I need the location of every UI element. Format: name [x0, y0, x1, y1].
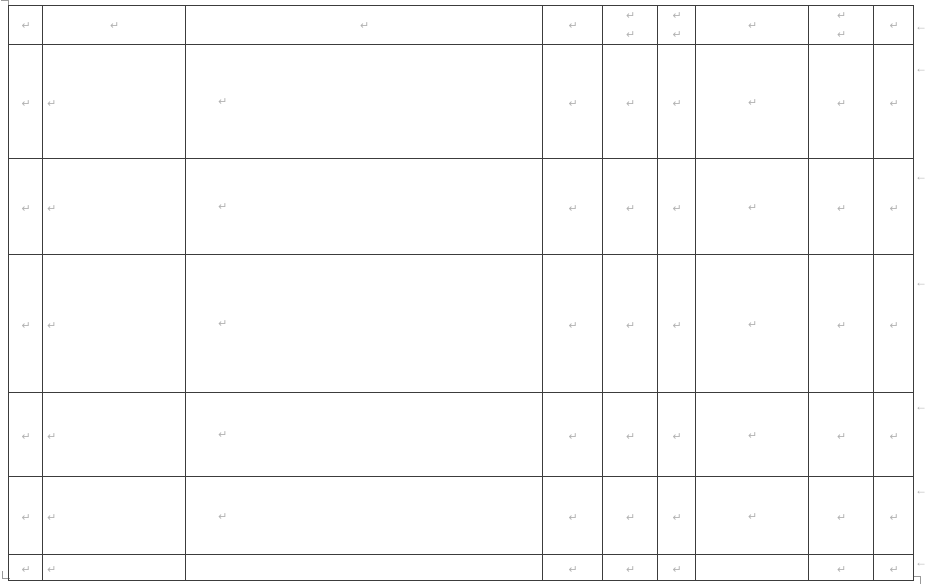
table-row	[9, 255, 914, 393]
paragraph-return-mark: ↵	[568, 319, 578, 332]
cell-duration[interactable]	[603, 45, 658, 159]
header-cell-note[interactable]	[874, 6, 914, 45]
cell-no[interactable]	[9, 477, 43, 555]
cell-fee[interactable]	[809, 477, 874, 555]
cell-duration[interactable]	[603, 477, 658, 555]
header-cell-major[interactable]	[43, 6, 186, 45]
paragraph-return-mark: ↵	[218, 318, 228, 330]
cell-note[interactable]	[874, 477, 914, 555]
cell-note[interactable]	[874, 555, 914, 581]
paragraph-return-mark: ↵	[889, 563, 899, 576]
paragraph-return-mark: ↵	[625, 319, 636, 332]
cell-form[interactable]	[658, 393, 696, 477]
table-row	[9, 393, 914, 477]
paragraph-return-mark: ↵	[889, 202, 899, 215]
paragraph-return-mark: ↵	[747, 318, 758, 331]
paragraph-return-mark: ↵	[568, 19, 578, 32]
paragraph-return-mark: ↵	[672, 319, 682, 332]
paragraph-return-mark: ↵	[836, 430, 847, 443]
cell-major[interactable]	[43, 393, 186, 477]
paragraph-return-mark: ↵	[747, 429, 758, 442]
cell-note[interactable]	[874, 159, 914, 255]
cell-intro[interactable]	[186, 555, 543, 581]
cell-intro[interactable]	[186, 159, 543, 255]
cell-no[interactable]	[9, 45, 43, 159]
paragraph-return-mark: ↵	[889, 97, 899, 110]
paragraph-return-mark: ↵	[625, 563, 636, 576]
cell-level[interactable]	[543, 477, 603, 555]
cell-unit[interactable]	[696, 45, 809, 159]
row-end-arrow-mark: ←	[915, 19, 927, 33]
cell-major[interactable]	[43, 477, 186, 555]
header-cell-unit[interactable]	[696, 6, 809, 45]
cell-level[interactable]	[543, 255, 603, 393]
paragraph-return-mark: ↵	[672, 10, 682, 22]
paragraph-return-mark: ↵	[47, 319, 57, 332]
paragraph-return-mark: ↵	[747, 96, 758, 109]
paragraph-return-mark: ↵	[109, 19, 120, 32]
paragraph-return-mark: ↵	[747, 201, 758, 214]
cell-no[interactable]	[9, 255, 43, 393]
text-boundary-corner-bottom-right	[913, 576, 921, 584]
paragraph-return-mark: ↵	[21, 430, 31, 443]
cell-duration[interactable]	[603, 159, 658, 255]
paragraph-return-mark: ↵	[47, 202, 57, 215]
cell-major[interactable]	[43, 159, 186, 255]
paragraph-return-mark: ↵	[889, 319, 899, 332]
row-end-arrow-mark: ←	[915, 399, 927, 413]
cell-no[interactable]	[9, 159, 43, 255]
header-cell-level[interactable]	[543, 6, 603, 45]
paragraph-return-mark: ↵	[218, 96, 228, 108]
table-row	[9, 45, 914, 159]
table-row	[9, 159, 914, 255]
cell-fee[interactable]	[809, 393, 874, 477]
paragraph-return-mark: ↵	[836, 319, 847, 332]
table-header-row	[9, 6, 914, 45]
paragraph-return-mark: ↵	[889, 511, 899, 524]
cell-form[interactable]	[658, 255, 696, 393]
paragraph-return-mark: ↵	[47, 511, 57, 524]
cell-major[interactable]	[43, 555, 186, 581]
cell-major[interactable]	[43, 45, 186, 159]
paragraph-return-mark: ↵	[625, 97, 636, 110]
cell-fee[interactable]	[809, 255, 874, 393]
cell-level[interactable]	[543, 393, 603, 477]
cell-unit[interactable]	[696, 393, 809, 477]
paragraph-return-mark: ↵	[359, 19, 370, 32]
paragraph-return-mark: ↵	[625, 29, 636, 41]
paragraph-return-mark: ↵	[836, 563, 847, 576]
cell-form[interactable]	[658, 45, 696, 159]
cell-form[interactable]	[658, 159, 696, 255]
paragraph-return-mark: ↵	[836, 29, 847, 41]
paragraph-return-mark: ↵	[568, 511, 578, 524]
row-end-arrow-mark: ←	[915, 61, 927, 75]
header-cell-form[interactable]	[658, 6, 696, 45]
paragraph-return-mark: ↵	[889, 430, 899, 443]
cell-note[interactable]	[874, 45, 914, 159]
enrollment-majors-table[interactable]	[8, 5, 914, 581]
cell-fee[interactable]	[809, 159, 874, 255]
cell-no[interactable]	[9, 393, 43, 477]
header-cell-intro[interactable]	[186, 6, 543, 45]
cell-intro[interactable]	[186, 45, 543, 159]
row-end-arrow-mark: ←	[915, 169, 927, 183]
paragraph-return-mark: ↵	[672, 97, 682, 110]
paragraph-return-mark: ↵	[747, 19, 758, 32]
header-cell-duration[interactable]	[603, 6, 658, 45]
cell-level[interactable]	[543, 159, 603, 255]
paragraph-return-mark: ↵	[568, 563, 578, 576]
row-end-arrow-mark: ←	[915, 555, 927, 569]
paragraph-return-mark: ↵	[672, 563, 682, 576]
paragraph-return-mark: ↵	[21, 19, 31, 32]
paragraph-return-mark: ↵	[625, 202, 636, 215]
paragraph-return-mark: ↵	[625, 430, 636, 443]
table-body	[9, 45, 914, 581]
paragraph-return-mark: ↵	[889, 19, 899, 32]
cell-unit[interactable]	[696, 255, 809, 393]
paragraph-return-mark: ↵	[836, 202, 847, 215]
paragraph-return-mark: ↵	[47, 430, 57, 443]
paragraph-return-mark: ↵	[21, 319, 31, 332]
paragraph-return-mark: ↵	[836, 10, 847, 22]
cell-fee[interactable]	[809, 45, 874, 159]
header-cell-no[interactable]	[9, 6, 43, 45]
paragraph-return-mark: ↵	[218, 201, 228, 213]
cell-level[interactable]	[543, 45, 603, 159]
cell-note[interactable]	[874, 255, 914, 393]
row-end-arrow-mark: ←	[915, 483, 927, 497]
paragraph-return-mark: ↵	[672, 430, 682, 443]
cell-unit[interactable]	[696, 159, 809, 255]
paragraph-return-mark: ↵	[218, 429, 228, 441]
cell-duration[interactable]	[603, 555, 658, 581]
paragraph-return-mark: ↵	[568, 430, 578, 443]
cell-intro[interactable]	[186, 393, 543, 477]
cell-note[interactable]	[874, 393, 914, 477]
table-row	[9, 555, 914, 581]
paragraph-return-mark: ↵	[21, 511, 31, 524]
cell-level[interactable]	[543, 555, 603, 581]
table-row	[9, 477, 914, 555]
cell-duration[interactable]	[603, 393, 658, 477]
row-end-arrow-mark: ←	[915, 275, 927, 289]
cell-no[interactable]	[9, 555, 43, 581]
paragraph-return-mark: ↵	[672, 202, 682, 215]
cell-major[interactable]	[43, 255, 186, 393]
paragraph-return-mark: ↵	[568, 97, 578, 110]
paragraph-return-mark: ↵	[568, 202, 578, 215]
cell-unit[interactable]	[696, 555, 809, 581]
cell-duration[interactable]	[603, 255, 658, 393]
paragraph-return-mark: ↵	[747, 510, 758, 523]
cell-unit[interactable]	[696, 477, 809, 555]
paragraph-return-mark: ↵	[672, 29, 682, 41]
cell-form[interactable]	[658, 477, 696, 555]
cell-fee[interactable]	[809, 555, 874, 581]
paragraph-return-mark: ↵	[836, 511, 847, 524]
header-cell-fee[interactable]	[809, 6, 874, 45]
cell-form[interactable]	[658, 555, 696, 581]
paragraph-return-mark: ↵	[47, 97, 57, 110]
paragraph-return-mark: ↵	[21, 563, 31, 576]
cell-intro[interactable]	[186, 477, 543, 555]
paragraph-return-mark: ↵	[672, 511, 682, 524]
paragraph-return-mark: ↵	[218, 510, 228, 523]
paragraph-return-mark: ↵	[836, 97, 847, 110]
paragraph-return-mark: ↵	[625, 511, 636, 524]
paragraph-return-mark: ↵	[625, 10, 636, 22]
paragraph-return-mark: ↵	[47, 563, 57, 576]
cell-intro[interactable]	[186, 255, 543, 393]
paragraph-return-mark: ↵	[21, 97, 31, 110]
paragraph-return-mark: ↵	[21, 202, 31, 215]
